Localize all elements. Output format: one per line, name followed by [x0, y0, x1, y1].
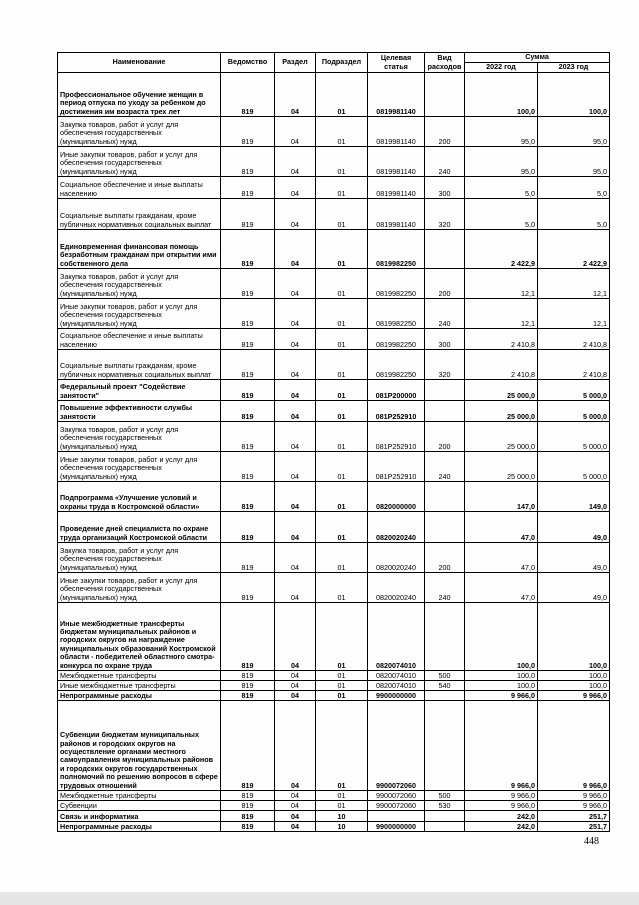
table-row [58, 422, 610, 452]
cell-name: Единовременная финансовая помощь безработным гражданам при открытии ими собственного дела [58, 230, 221, 269]
cell-subsection: 01 [316, 269, 368, 299]
cell-2023: 9 966,0 [538, 691, 610, 701]
cell-2022: 5,0 [465, 199, 538, 230]
table-row [58, 512, 610, 543]
cell-dept: 819 [221, 299, 275, 329]
cell-subsection: 01 [316, 482, 368, 512]
cell-exptype: 200 [425, 422, 465, 452]
cell-name: Иные закупки товаров, работ и услуг для обеспечения государственных (муниципальных) нужд [58, 573, 221, 603]
header-subsection: Подраздел [316, 53, 368, 73]
cell-exptype: 200 [425, 543, 465, 573]
cell-target: 081P252910 [368, 401, 425, 422]
cell-section: 04 [275, 329, 316, 350]
cell-2023: 2 410,8 [538, 329, 610, 350]
header-dept: Ведомство [221, 53, 275, 73]
cell-subsection: 01 [316, 73, 368, 117]
cell-2023: 100,0 [538, 671, 610, 681]
cell-exptype [425, 701, 465, 791]
cell-name: Социальное обеспечение и иные выплаты населению [58, 329, 221, 350]
cell-exptype: 240 [425, 573, 465, 603]
header-2022: 2022 год [465, 63, 538, 73]
header-section: Раздел [275, 53, 316, 73]
cell-exptype [425, 822, 465, 832]
cell-2022: 242,0 [465, 822, 538, 832]
cell-exptype [425, 401, 465, 422]
cell-2023: 49,0 [538, 543, 610, 573]
cell-2022: 12,1 [465, 299, 538, 329]
cell-dept: 819 [221, 117, 275, 147]
header-sum: Сумма [465, 53, 610, 63]
cell-dept: 819 [221, 401, 275, 422]
cell-name: Иные закупки товаров, работ и услуг для обеспечения государственных (муниципальных) нужд [58, 452, 221, 482]
cell-2023: 12,1 [538, 269, 610, 299]
cell-section: 04 [275, 199, 316, 230]
cell-name: Социальные выплаты гражданам, кроме публичных нормативных социальных выплат [58, 199, 221, 230]
cell-name: Закупка товаров, работ и услуг для обеспечения государственных (муниципальных) нужд [58, 117, 221, 147]
cell-subsection: 01 [316, 791, 368, 801]
table-row [58, 269, 610, 299]
cell-exptype [425, 603, 465, 671]
cell-subsection: 01 [316, 603, 368, 671]
cell-dept: 819 [221, 822, 275, 832]
cell-2022: 95,0 [465, 147, 538, 177]
cell-section: 04 [275, 681, 316, 691]
cell-exptype [425, 482, 465, 512]
cell-name: Закупка товаров, работ и услуг для обеспечения государственных (муниципальных) нужд [58, 543, 221, 573]
cell-2022: 100,0 [465, 681, 538, 691]
cell-target: 0820000000 [368, 482, 425, 512]
cell-section: 04 [275, 671, 316, 681]
cell-subsection: 01 [316, 701, 368, 791]
table-row [58, 117, 610, 147]
cell-section: 04 [275, 380, 316, 401]
cell-exptype: 240 [425, 299, 465, 329]
cell-dept: 819 [221, 73, 275, 117]
cell-2022: 147,0 [465, 482, 538, 512]
cell-section: 04 [275, 482, 316, 512]
cell-target: 0820074010 [368, 681, 425, 691]
cell-name: Иные закупки товаров, работ и услуг для обеспечения государственных (муниципальных) нужд [58, 299, 221, 329]
cell-2023: 9 966,0 [538, 801, 610, 811]
cell-target: 0819982250 [368, 350, 425, 380]
cell-2023: 100,0 [538, 603, 610, 671]
cell-section: 04 [275, 603, 316, 671]
cell-exptype [425, 691, 465, 701]
cell-name: Повышение эффективности службы занятости [58, 401, 221, 422]
cell-exptype: 200 [425, 269, 465, 299]
cell-2023: 9 966,0 [538, 701, 610, 791]
cell-subsection: 01 [316, 329, 368, 350]
cell-2023: 49,0 [538, 573, 610, 603]
page-number: 448 [584, 836, 599, 847]
table-row [58, 691, 610, 701]
cell-2023: 2 410,8 [538, 350, 610, 380]
cell-subsection: 01 [316, 350, 368, 380]
table-row [58, 701, 610, 791]
cell-dept: 819 [221, 671, 275, 681]
cell-subsection: 01 [316, 691, 368, 701]
cell-subsection: 01 [316, 573, 368, 603]
cell-2023: 49,0 [538, 512, 610, 543]
cell-section: 04 [275, 811, 316, 822]
table-row [58, 791, 610, 801]
cell-dept: 819 [221, 177, 275, 199]
cell-2023: 95,0 [538, 117, 610, 147]
cell-dept: 819 [221, 482, 275, 512]
cell-target: 0820020240 [368, 512, 425, 543]
table-row [58, 329, 610, 350]
cell-exptype [425, 380, 465, 401]
cell-target: 0819981140 [368, 177, 425, 199]
cell-target: 0819982250 [368, 329, 425, 350]
cell-target: 9900000000 [368, 822, 425, 832]
cell-target: 0819981140 [368, 199, 425, 230]
cell-target: 9900072060 [368, 801, 425, 811]
cell-exptype: 320 [425, 350, 465, 380]
cell-section: 04 [275, 299, 316, 329]
cell-section: 04 [275, 801, 316, 811]
cell-exptype: 500 [425, 791, 465, 801]
cell-subsection: 01 [316, 452, 368, 482]
cell-section: 04 [275, 512, 316, 543]
cell-subsection: 01 [316, 543, 368, 573]
cell-2022: 9 966,0 [465, 801, 538, 811]
cell-2023: 5,0 [538, 199, 610, 230]
cell-target: 0820074010 [368, 603, 425, 671]
cell-dept: 819 [221, 230, 275, 269]
cell-subsection: 01 [316, 671, 368, 681]
table-row [58, 452, 610, 482]
cell-section: 04 [275, 269, 316, 299]
cell-2022: 25 000,0 [465, 401, 538, 422]
header-name: Наименование [58, 53, 221, 73]
cell-dept: 819 [221, 452, 275, 482]
cell-2022: 100,0 [465, 603, 538, 671]
cell-name: Субвенции [58, 801, 221, 811]
header-2023: 2023 год [538, 63, 610, 73]
cell-2023: 5,0 [538, 177, 610, 199]
cell-2022: 47,0 [465, 512, 538, 543]
cell-name: Непрограммные расходы [58, 691, 221, 701]
cell-dept: 819 [221, 512, 275, 543]
cell-2022: 12,1 [465, 269, 538, 299]
cell-dept: 819 [221, 147, 275, 177]
cell-subsection: 01 [316, 380, 368, 401]
cell-target: 9900072060 [368, 701, 425, 791]
cell-subsection: 01 [316, 147, 368, 177]
cell-subsection: 01 [316, 801, 368, 811]
cell-section: 04 [275, 452, 316, 482]
cell-2022: 242,0 [465, 811, 538, 822]
cell-exptype: 240 [425, 452, 465, 482]
cell-name: Иные межбюджетные трансферты бюджетам муниципальных районов и городских округов на награждение муниципальных образований Костромской области - победителей областного смотра-конкурса по охране труда [58, 603, 221, 671]
cell-2023: 9 966,0 [538, 791, 610, 801]
cell-dept: 819 [221, 573, 275, 603]
cell-target: 0819982250 [368, 269, 425, 299]
cell-2023: 100,0 [538, 73, 610, 117]
cell-section: 04 [275, 701, 316, 791]
cell-target: 0819981140 [368, 117, 425, 147]
header-exptype: Вид расходов [425, 53, 465, 73]
cell-2022: 25 000,0 [465, 422, 538, 452]
cell-2022: 9 966,0 [465, 701, 538, 791]
cell-exptype [425, 73, 465, 117]
cell-2022: 2 422,9 [465, 230, 538, 269]
cell-target: 9900000000 [368, 691, 425, 701]
cell-2022: 25 000,0 [465, 452, 538, 482]
cell-2022: 95,0 [465, 117, 538, 147]
cell-2022: 5,0 [465, 177, 538, 199]
cell-exptype [425, 811, 465, 822]
cell-name: Закупка товаров, работ и услуг для обеспечения государственных (муниципальных) нужд [58, 422, 221, 452]
table-row [58, 681, 610, 691]
cell-dept: 819 [221, 691, 275, 701]
table-row [58, 482, 610, 512]
table-row [58, 380, 610, 401]
cell-name: Федеральный проект "Содействие занятости" [58, 380, 221, 401]
cell-exptype: 300 [425, 177, 465, 199]
cell-dept: 819 [221, 422, 275, 452]
cell-name: Связь и информатика [58, 811, 221, 822]
cell-target: 081P252910 [368, 452, 425, 482]
cell-section: 04 [275, 401, 316, 422]
cell-dept: 819 [221, 791, 275, 801]
table-row [58, 573, 610, 603]
cell-subsection: 01 [316, 117, 368, 147]
cell-section: 04 [275, 822, 316, 832]
cell-subsection: 01 [316, 230, 368, 269]
table-row [58, 230, 610, 269]
cell-dept: 819 [221, 269, 275, 299]
cell-name: Иные закупки товаров, работ и услуг для обеспечения государственных (муниципальных) нужд [58, 147, 221, 177]
cell-dept: 819 [221, 329, 275, 350]
cell-subsection: 01 [316, 681, 368, 691]
table-row [58, 671, 610, 681]
cell-section: 04 [275, 73, 316, 117]
cell-2023: 5 000,0 [538, 452, 610, 482]
cell-target: 0819981140 [368, 147, 425, 177]
table-row [58, 147, 610, 177]
table-row [58, 543, 610, 573]
cell-2023: 5 000,0 [538, 422, 610, 452]
cell-subsection: 01 [316, 422, 368, 452]
cell-target: 081P200000 [368, 380, 425, 401]
cell-exptype: 240 [425, 147, 465, 177]
cell-section: 04 [275, 230, 316, 269]
cell-name: Социальные выплаты гражданам, кроме публичных нормативных социальных выплат [58, 350, 221, 380]
cell-section: 04 [275, 691, 316, 701]
cell-name: Межбюджетные трансферты [58, 671, 221, 681]
cell-2022: 2 410,8 [465, 350, 538, 380]
cell-section: 04 [275, 573, 316, 603]
cell-target: 0820020240 [368, 543, 425, 573]
cell-2022: 25 000,0 [465, 380, 538, 401]
cell-dept: 819 [221, 701, 275, 791]
cell-2023: 100,0 [538, 681, 610, 691]
cell-subsection: 10 [316, 822, 368, 832]
cell-section: 04 [275, 422, 316, 452]
cell-dept: 819 [221, 199, 275, 230]
table-row [58, 199, 610, 230]
cell-exptype [425, 512, 465, 543]
cell-2022: 100,0 [465, 73, 538, 117]
cell-dept: 819 [221, 603, 275, 671]
cell-2023: 5 000,0 [538, 401, 610, 422]
cell-name: Непрограммные расходы [58, 822, 221, 832]
cell-subsection: 10 [316, 811, 368, 822]
table-body [58, 73, 610, 832]
cell-subsection: 01 [316, 512, 368, 543]
cell-subsection: 01 [316, 299, 368, 329]
cell-subsection: 01 [316, 177, 368, 199]
cell-target [368, 811, 425, 822]
table-row [58, 350, 610, 380]
cell-exptype: 530 [425, 801, 465, 811]
cell-exptype: 200 [425, 117, 465, 147]
cell-exptype: 320 [425, 199, 465, 230]
cell-subsection: 01 [316, 401, 368, 422]
table-row [58, 801, 610, 811]
cell-name: Подпрограмма «Улучшение условий и охраны труда в Костромской области» [58, 482, 221, 512]
cell-target: 0819981140 [368, 73, 425, 117]
cell-2023: 149,0 [538, 482, 610, 512]
cell-exptype [425, 230, 465, 269]
cell-target: 9900072060 [368, 791, 425, 801]
budget-table [57, 52, 610, 832]
cell-2023: 12,1 [538, 299, 610, 329]
cell-target: 0819982250 [368, 299, 425, 329]
cell-name: Иные межбюджетные трансферты [58, 681, 221, 691]
table-row [58, 73, 610, 117]
viewer-bottom-strip [0, 892, 639, 905]
cell-section: 04 [275, 543, 316, 573]
table-row [58, 299, 610, 329]
cell-2023: 5 000,0 [538, 380, 610, 401]
cell-2023: 251,7 [538, 811, 610, 822]
cell-name: Субвенции бюджетам муниципальных районов и городских округов на осуществление органами местного самоуправления муниципальных районов и городских округов государственных полномочий по решению вопросов в сфере трудовых отношений [58, 701, 221, 791]
cell-subsection: 01 [316, 199, 368, 230]
cell-section: 04 [275, 117, 316, 147]
cell-2022: 2 410,8 [465, 329, 538, 350]
cell-dept: 819 [221, 380, 275, 401]
cell-2022: 47,0 [465, 573, 538, 603]
header-target: Целевая статья [368, 53, 425, 73]
cell-section: 04 [275, 350, 316, 380]
cell-2022: 100,0 [465, 671, 538, 681]
cell-target: 0820074010 [368, 671, 425, 681]
table-row [58, 401, 610, 422]
cell-section: 04 [275, 147, 316, 177]
cell-name: Закупка товаров, работ и услуг для обеспечения государственных (муниципальных) нужд [58, 269, 221, 299]
cell-target: 0819982250 [368, 230, 425, 269]
cell-dept: 819 [221, 681, 275, 691]
cell-section: 04 [275, 791, 316, 801]
cell-name: Проведение дней специалиста по охране труда организаций Костромской области [58, 512, 221, 543]
cell-name: Профессиональное обучение женщин в период отпуска по уходу за ребенком до достижения им возраста трех лет [58, 73, 221, 117]
cell-dept: 819 [221, 801, 275, 811]
table-row [58, 177, 610, 199]
cell-exptype: 540 [425, 681, 465, 691]
cell-dept: 819 [221, 350, 275, 380]
cell-dept: 819 [221, 811, 275, 822]
cell-target: 081P252910 [368, 422, 425, 452]
cell-2022: 9 966,0 [465, 691, 538, 701]
table-row [58, 822, 610, 832]
cell-2022: 47,0 [465, 543, 538, 573]
cell-exptype: 300 [425, 329, 465, 350]
cell-target: 0820020240 [368, 573, 425, 603]
table-row [58, 603, 610, 671]
table-row [58, 811, 610, 822]
cell-2023: 95,0 [538, 147, 610, 177]
cell-section: 04 [275, 177, 316, 199]
cell-2022: 9 966,0 [465, 791, 538, 801]
cell-dept: 819 [221, 543, 275, 573]
cell-exptype: 500 [425, 671, 465, 681]
cell-name: Межбюджетные трансферты [58, 791, 221, 801]
cell-2023: 251,7 [538, 822, 610, 832]
cell-name: Социальное обеспечение и иные выплаты населению [58, 177, 221, 199]
cell-2023: 2 422,9 [538, 230, 610, 269]
